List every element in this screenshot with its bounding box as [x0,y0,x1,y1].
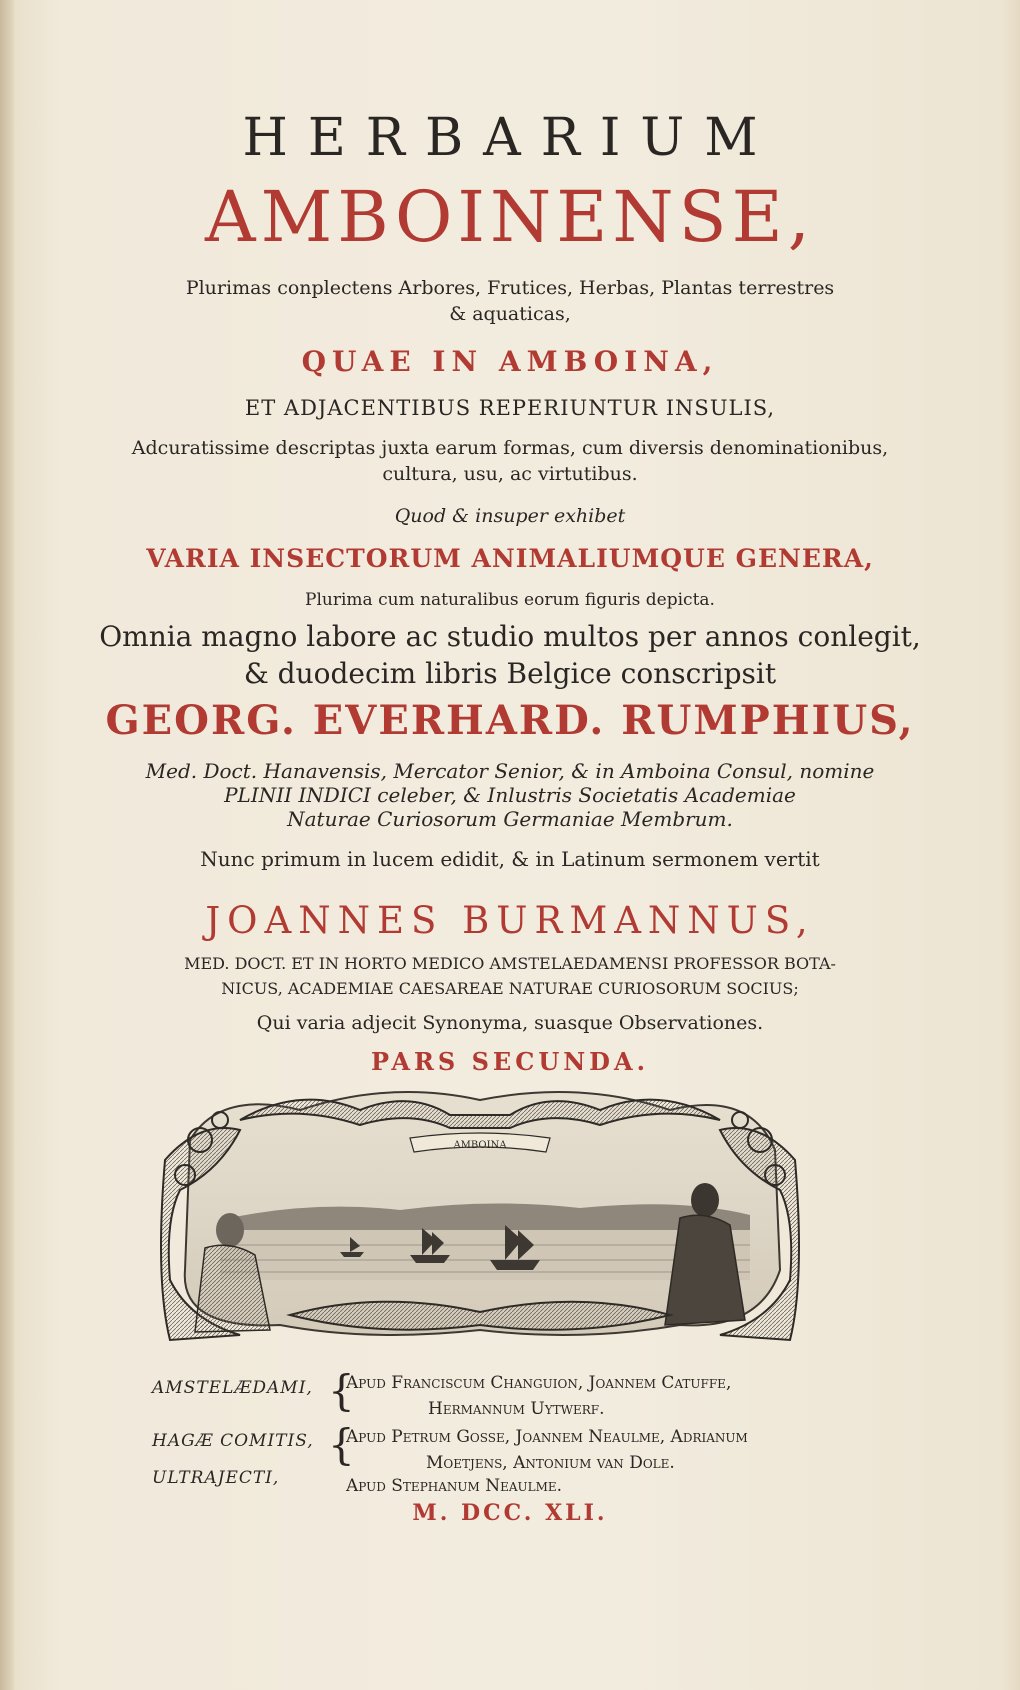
heading-varia-insectorum: VARIA INSECTORUM ANIMALIUMQUE GENERA, [146,544,874,573]
title-amboinense: AMBOINENSE, [205,176,815,258]
vignette-banner: AMBOINA [453,1140,507,1151]
imprint-city-hague: HAGÆ COMITIS, [152,1431,314,1451]
imprint-publisher-line: Hermannum Uytwerf. [428,1399,605,1419]
brace-icon: { [328,1366,355,1415]
title-herbarium: HERBARIUM [242,108,778,168]
editor-name: JOANNES BURMANNUS, [205,899,815,942]
subtitle-line: Adcuratissime descriptas juxta earum formas, cum diversis denominationibus, [131,437,889,459]
publication-year: M. DCC. XLI. [412,1500,608,1526]
imprint-publisher-line: Moetjens, Antonium van Dole. [426,1453,675,1473]
subtitle-line: Plurimas conplectens Arbores, Frutices, Herbas, Plantas terrestres [185,277,835,299]
author-credentials: PLINII INDICI celeber, & Inlustris Societatis Academiae [224,783,796,807]
subtitle-line: & duodecim libris Belgice conscripsit [243,657,777,690]
imprint-city-utrecht: ULTRAJECTI, [152,1468,280,1488]
subtitle-line: ET ADJACENTIBUS REPERIUNTUR INSULIS, [244,396,776,420]
imprint-publisher-line: Apud Franciscum Changuion, Joannem Catuffe, [346,1373,732,1393]
imprint-publisher-line: Apud Petrum Gosse, Joannem Neaulme, Adrianum [346,1427,748,1447]
author-credentials: Med. Doct. Hanavensis, Mercator Senior, & in Amboina Consul, nomine [145,759,875,783]
heading-quae-in-amboina: QUAE IN AMBOINA, [301,345,719,378]
subtitle-line: Nunc primum in lucem edidit, & in Latinum sermonem vertit [200,847,820,871]
part-label: PARS SECUNDA. [371,1047,649,1076]
author-name: GEORG. EVERHARD. RUMPHIUS, [105,697,915,744]
subtitle-line: Quod & insuper exhibet [394,505,626,527]
subtitle-line: cultura, usu, ac virtutibus. [382,463,638,485]
subtitle-line: & aquaticas, [449,303,571,325]
imprint-city-amsterdam: AMSTELÆDAMI, [152,1378,313,1398]
imprint-publisher-line: Apud Stephanum Neaulme. [346,1476,563,1496]
author-credentials: Naturae Curiosorum Germaniae Membrum. [287,807,733,831]
editor-credentials: NICUS, ACADEMIAE CAESAREAE NATURAE CURIOSORUM SOCIUS; [221,979,799,998]
subtitle-line: Omnia magno labore ac studio multos per annos conlegit, [99,620,921,653]
editor-credentials: MED. DOCT. ET IN HORTO MEDICO AMSTELAEDAMENSI PROFESSOR BOTA- [184,954,836,973]
subtitle-line: Plurima cum naturalibus eorum figuris depicta. [305,590,715,610]
engraving-vignette [160,1080,800,1350]
brace-icon: { [328,1420,355,1469]
subtitle-line: Qui varia adjecit Synonyma, suasque Observationes. [256,1012,764,1034]
